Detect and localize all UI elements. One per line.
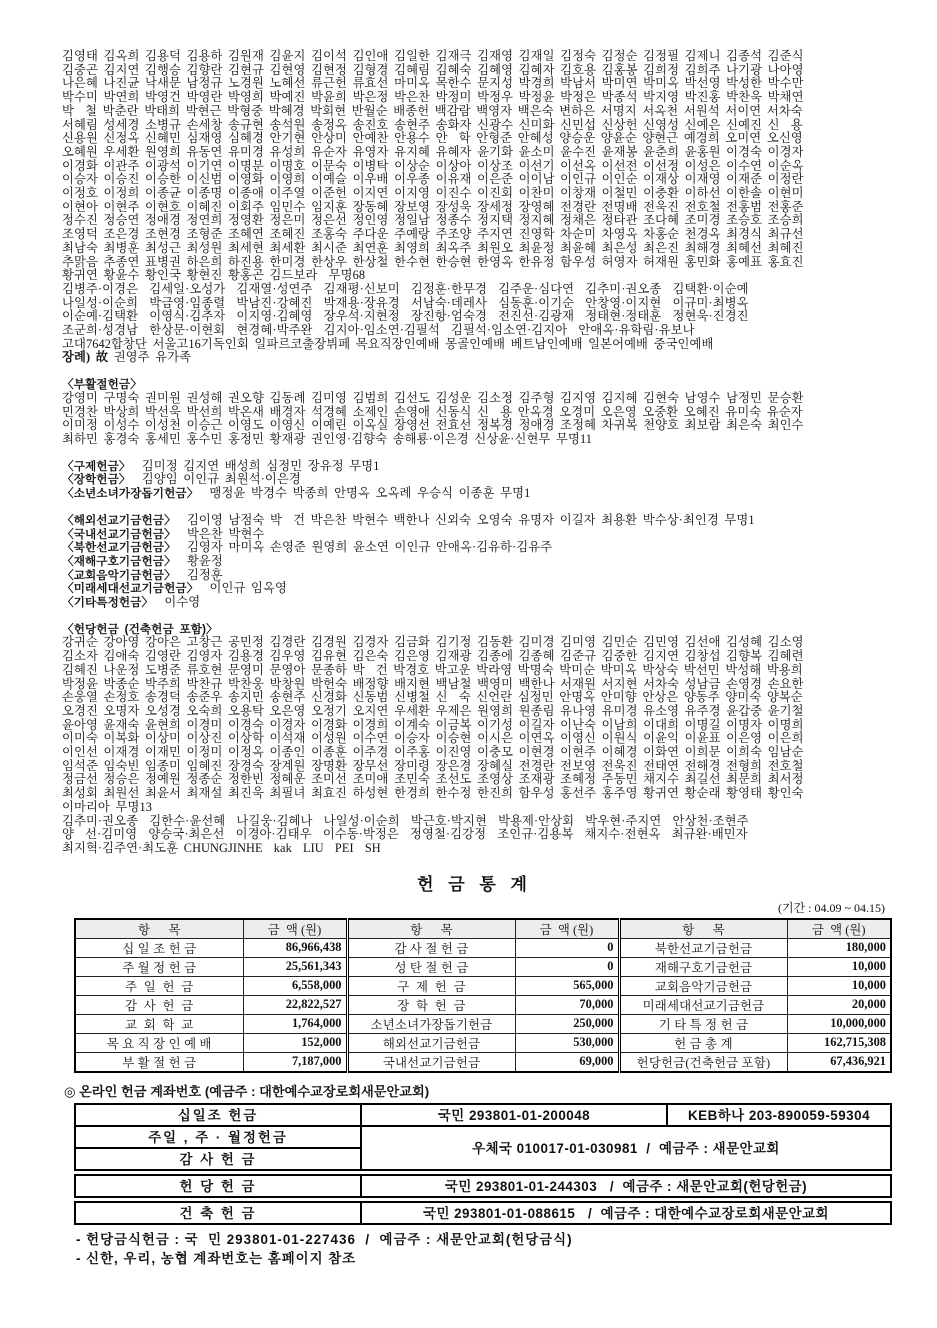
section-title: 〈장학헌금〉 <box>62 473 131 487</box>
stats-item-cell: 헌당헌금(건축헌금 포함) <box>619 1052 787 1072</box>
name-line: 이인선 이재경 이재민 이정미 이정옥 이종인 이종훈 이주경 이주홍 이진영 이충모 이현경 이현주 이혜경 이화연 이희문 이희숙 임남순 <box>62 745 804 760</box>
name-line: 김혜진 나운정 도병준 류호현 문영미 문영아 문종하 박 건 박경호 박고운 박라영 박명숙 박미순 박미옥 박상숙 박선민 박성해 박용희 <box>62 662 803 677</box>
account-label: 십일조 헌금 <box>75 1104 361 1126</box>
name-line: 추맑음 추종연 표병권 하은희 하진용 한미경 한상우 한상철 한수현 한승현 한영옥 한유정 함우성 허영자 허재원 홍민화 홍예표 홍효진 <box>62 254 804 269</box>
section-title: 〈미래세대선교기금헌금〉 <box>62 582 199 596</box>
section-title: 〈소년소녀가장돕기헌금〉 <box>62 487 199 501</box>
stats-item-cell: 해외선교기금헌금 <box>347 1033 515 1052</box>
name-line: 최지혁·김주연·최도훈 CHUNGJINHE kak LIU PEI SH <box>62 840 381 855</box>
name-line: 김영태 김옥희 김용덕 김용하 김원재 김윤지 김이석 김인애 김일한 김재극 김재영 김재일 김정숙 김정순 김정필 김제니 김종석 김준식 <box>62 49 804 63</box>
account-number: 국민 293801-01-244303 / 예금주 : 새문안교회(헌당헌금) <box>361 1175 891 1197</box>
name-line: 강영미 구명숙 권미원 권성해 권오향 김동례 김미영 김범희 김선도 김성운 김소정 김주형 김지영 김지혜 김현숙 남영수 남정민 문승환 <box>62 390 804 405</box>
section-title: 〈국내선교기금헌금〉 <box>62 527 176 541</box>
account-number: KEB하나 203-890059-59304 <box>667 1104 891 1126</box>
name-line: 김중곤 김지연 김행승 김향란 김현규 김현영 김현정 김형경 김혜림 김혜숙 김혜영 김혜자 김호용 김홍봉 김희정 김희주 나기광 나아영 <box>62 62 804 77</box>
section-title: 〈기타특정헌금〉 <box>62 596 154 610</box>
stats-row <box>75 957 891 976</box>
special-offering-sections-b <box>62 514 887 610</box>
section-title: 〈구제헌금〉 <box>62 459 131 473</box>
spacer <box>62 610 887 623</box>
name-line: 서혜림 성세경 소병규 손세창 송규현 송석원 송정옥 송진호 송현주 송화자 신광수 신미화 신민섭 신상헌 신영성 신예은 신예진 신 용 <box>62 117 803 132</box>
section-names: 김미정 김지연 배성희 심정민 장유정 무명1 <box>141 458 380 473</box>
section-names: 이인규 임옥영 <box>209 581 287 596</box>
account-label: 헌 당 헌 금 <box>75 1175 361 1197</box>
online-account-heading: ◎ 온라인 헌금 계좌번호 (예금주 : 대한예수교장로회새문안교회) <box>64 1083 430 1099</box>
stats-amount-cell: 25,561,343 <box>243 957 347 976</box>
dedication-section-title: 〈헌당헌금 (건축헌금 포함)〉 <box>62 622 218 636</box>
name-line: 양 선·김미영 양승국·최은선 이경아·김태우 이수동·박정은 정영철·김강정 조인규·김용복 채지수·전현옥 최규완·배민자 <box>62 827 748 842</box>
name-line: 조영덕 조은경 조현경 조형준 조혜연 조혜진 조홍숙 주다운 주예랑 주조양 주지연 진영학 차순미 차영옥 차홍순 천경옥 최경식 최규선 <box>62 227 804 242</box>
stats-header-item: 항 목 <box>75 919 243 939</box>
account-row-dedication <box>75 1175 891 1197</box>
name-line: 김병주·이경은 김세일·오성가 김재열·성연주 김재평·신보미 김정훈·한무경 김주운·심다연 김추미·권오종 김택환·이순예 <box>62 281 749 296</box>
stats-header-amount: 금 액 (원) <box>243 919 347 939</box>
other-special-line <box>62 596 887 610</box>
name-line: 이마리아 무명13 <box>62 799 152 814</box>
stats-item-cell: 헌 금 총 계 <box>619 1033 787 1052</box>
name-line: 정수진 정승연 정애경 정연희 정영환 정은미 정은선 정인영 정일남 정종수 정지택 정지혜 정채은 정타관 조다혜 조미경 조승호 조승희 <box>62 213 804 228</box>
funeral-names: 권영주 유가족 <box>108 350 192 365</box>
name-line: 이승자 이승진 이승한 이신범 이영화 이영희 이예슬 이우배 이우종 이유재 이은준 이이남 이인규 이인순 이재상 이재영 이재준 이정란 <box>62 172 804 187</box>
name-line: 신용원 신정옥 신혜민 심재영 심혜경 안기현 안상미 안예찬 안용수 안 학 안형준 안혜성 양승운 양윤순 양현근 예경희 오미연 오신영 <box>62 131 803 146</box>
stats-table-title: 헌 금 통 계 <box>417 874 532 894</box>
easter-offering-section <box>62 378 887 447</box>
stats-item-cell: 교회음악기금헌금 <box>619 976 787 995</box>
account-number: 국민 293801-01-088615 / 예금주 : 대한예수교장로회새문안교회 <box>361 1202 891 1224</box>
stats-header-item: 항 목 <box>619 919 787 939</box>
section-title: 〈재해구호기금헌금〉 <box>62 554 176 568</box>
overseas-mission-line <box>62 514 887 528</box>
stats-amount-cell: 180,000 <box>787 938 891 957</box>
section-title: 〈해외선교기금헌금〉 <box>62 513 176 527</box>
name-line: 민경찬 박상희 박선욱 박선희 박온새 배경자 석경혜 소제인 손영애 신동식 신 용 안옥경 오경미 오은영 오중환 오혜진 유미숙 유순자 <box>62 404 803 419</box>
name-line: 이정호 이정희 이종균 이종명 이종애 이주열 이준헌 이지연 이지영 이진수 이진회 이찬미 이창재 이철민 이충환 이하선 이한솔 이현미 <box>62 186 804 201</box>
stats-item-cell: 부 활 절 헌 금 <box>75 1052 243 1072</box>
stats-item-cell: 감 사 절 헌 금 <box>347 938 515 957</box>
stats-row <box>75 976 891 995</box>
name-line: 이미정 이성수 이성천 이승근 이영도 이영신 이예린 이옥실 장영선 전효선 정복경 정애경 조정혜 차귀복 천양호 최보람 최은숙 최인수 <box>62 418 804 433</box>
name-line: 이경화 이관주 이광석 이기연 이명분 이명호 이문숙 이병탁 이상순 이상아 이상조 이선기 이선옥 이선전 이선정 이성은 이수연 이순옥 <box>62 158 804 173</box>
name-line: 최성회 최원선 최윤서 최재설 최진욱 최필녀 최효진 하성현 한경희 한수정 한진희 함우성 홍선주 홍주영 황귀연 황순래 황영태 황인숙 <box>62 786 804 801</box>
account-row-weekly <box>75 1126 891 1148</box>
name-line: 정금선 정승은 정예원 정종순 정한빈 정혜운 조미선 조미애 조민숙 조선도 조영상 조재광 조혜정 주동민 채지수 최길선 최문희 최서정 <box>62 772 804 787</box>
stats-item-cell: 기 타 특 정 헌 금 <box>619 1014 787 1033</box>
name-line: 오경진 오명자 오성경 오숙희 오용탁 오은영 오정기 오지연 우세환 우제은 원영희 원종림 유나영 유미경 유소영 유주경 윤갑중 윤기철 <box>62 703 804 718</box>
account-number: 우체국 010017-01-030981 / 예금주 : 새문안교회 <box>361 1126 891 1170</box>
stats-amount-cell: 162,715,308 <box>787 1033 891 1052</box>
name-line: 이미숙 이복화 이상미 이상진 이상학 이석재 이성원 이수연 이승자 이승현 이시은 이연옥 이영신 이원식 이윤익 이윤표 이은영 이은희 <box>62 731 804 746</box>
name-line: 고대7642합창단 서울고16기독인회 일파르코출장뷔페 목요직장인예배 몽골인예배 베트남인예배 일본어예배 중국인예배 <box>62 336 714 351</box>
stats-header-item: 항 목 <box>347 919 515 939</box>
account-label: 감 사 헌 금 <box>75 1148 361 1170</box>
stats-amount-cell: 10,000 <box>787 957 891 976</box>
stats-amount-cell: 10,000,000 <box>787 1014 891 1033</box>
stats-row <box>75 1014 891 1033</box>
account-label: 주일 , 주 · 월정헌금 <box>75 1126 361 1148</box>
section-names: 황윤정 <box>186 553 223 568</box>
name-line: 최하민 홍경숙 홍세민 홍수민 홍정민 황재광 권인영·김향숙 송해룡·이은경 신상윤·신현무 무명11 <box>62 431 592 446</box>
stats-amount-cell: 565,000 <box>515 976 619 995</box>
account-table-dedication <box>74 1174 892 1198</box>
general-offering-list <box>62 50 887 365</box>
offering-stats-table <box>74 918 892 1073</box>
stats-amount-cell: 1,764,000 <box>243 1014 347 1033</box>
stats-item-cell: 주 월 정 헌 금 <box>75 957 243 976</box>
account-label: 건 축 헌 금 <box>75 1202 361 1224</box>
dedication-name-lines <box>62 636 887 855</box>
spacer <box>62 365 887 378</box>
section-names: 김정훈 <box>186 567 223 582</box>
stats-amount-cell: 6,558,000 <box>243 976 347 995</box>
section-names: 김이영 남점숙 박 건 박은찬 박현수 백한나 신외숙 오영숙 유명자 이길자 최용환 박수상·최인경 무명1 <box>186 512 755 527</box>
section-title: 〈교회음악기금헌금〉 <box>62 568 176 582</box>
name-line: 윤아영 윤재숙 윤현희 이경미 이경숙 이경자 이경화 이경희 이계숙 이금복 이기성 이길자 이난숙 이남희 이대희 이명길 이명자 이명희 <box>62 717 804 732</box>
name-line: 이현아 이현주 이현호 이혜진 이회주 임민수 임지훈 장동혜 장보영 장성욱 장세정 장영혜 전경란 전명배 전욱진 전호철 전홍범 전홍준 <box>62 199 804 214</box>
section-names: 이수영 <box>164 595 201 610</box>
nk-mission-line <box>62 541 887 555</box>
stats-header-amount: 금 액 (원) <box>787 919 891 939</box>
stats-item-cell: 성 탄 절 헌 금 <box>347 957 515 976</box>
next-gen-mission-line <box>62 582 887 596</box>
section-title: 〈북한선교기금헌금〉 <box>62 541 176 555</box>
stats-item-cell: 구 제 헌 금 <box>347 976 515 995</box>
disaster-relief-line <box>62 555 887 569</box>
orphan-support-offering-line <box>62 487 887 501</box>
section-names: 맹정윤 박경수 박종희 안명옥 오옥례 우승식 이종훈 무명1 <box>209 486 531 501</box>
name-line: 김소자 김애숙 김영란 김영자 김용경 김우영 김유현 김은숙 김은영 김재광 김종에 김종혜 김준규 김중한 김지연 김창섭 김향복 김혜련 <box>62 649 804 664</box>
name-line: 박수미 박연희 박영건 박영란 박영희 박예진 박윤희 박은정 박은찬 박정미 박정우 박정윤 박정은 박종석 박지영 박진홍 박찬욱 박채연 <box>62 90 804 105</box>
stats-amount-cell: 10,000 <box>787 976 891 995</box>
name-line: 나은혜 나진균 낙새문 남정규 노경원 노혜선 류근헌 류효선 마미옥 목한수 문지성 박경희 박남서 박미연 박미옥 박선영 박성한 박수만 <box>62 76 804 91</box>
funeral-label: 장례) 故 <box>62 350 109 365</box>
name-line: 임석준 임숙빈 임종미 임혜진 장경숙 장계원 장명환 장무선 장미령 장은경 장혜실 전경란 전보영 전욱진 전태연 전해경 전형희 전호철 <box>62 758 804 773</box>
section-names: 김양임 이인규 최원석·이은경 <box>141 472 301 487</box>
stats-amount-cell: 0 <box>515 957 619 976</box>
funeral-line <box>62 351 887 365</box>
stats-item-cell: 감 사 헌 금 <box>75 995 243 1014</box>
account-row-tithe <box>75 1104 891 1126</box>
stats-amount-cell: 0 <box>515 938 619 957</box>
stats-item-cell: 교 회 학 교 <box>75 1014 243 1033</box>
name-line: 손웅열 손정호 송경덕 송준우 송지민 송현주 신경화 신동범 신병철 신 숙 신언란 심정민 안명옥 안미향 안상은 양동주 양미숙 양복순 <box>62 690 803 705</box>
stats-item-cell: 목 요 직 장 인 예 배 <box>75 1033 243 1052</box>
stats-row <box>75 938 891 957</box>
stats-row <box>75 1052 891 1072</box>
stats-item-cell: 주 일 헌 금 <box>75 976 243 995</box>
stats-row <box>75 995 891 1014</box>
account-table-building <box>74 1201 892 1225</box>
name-line: 박정윤 박종순 박주희 박찬규 박찬웅 박창원 박헌숙 배정향 배지현 백남철 백영미 백한나 서재원 서지현 서차숙 성남금 손영경 손요한 <box>62 676 804 691</box>
easter-section-title: 〈부활절헌금〉 <box>62 378 142 392</box>
stats-amount-cell: 67,436,921 <box>787 1052 891 1072</box>
name-line: 황귀연 황윤수 황인국 황현진 황홍곤 김드보라 무명68 <box>62 268 366 283</box>
name-line: 나일성·이순희 박금영·임종렬 박남진·강혜진 박재용·장유경 서남숙·데레사 심동훈·이기순 안창영·이지현 이규미·최병옥 <box>62 295 749 310</box>
stats-header-row <box>75 919 891 939</box>
stats-item-cell: 장 학 헌 금 <box>347 995 515 1014</box>
stats-amount-cell: 250,000 <box>515 1014 619 1033</box>
name-line: 김추미·권오종 김한수·윤선혜 나길웅·김혜나 나일성·이순희 박근호·박지현 박용제·안상회 박우현·주지연 안상천·조현주 <box>62 813 749 828</box>
stats-period: (기간 : 04.09 ~ 04.15) <box>777 900 885 915</box>
note-line: - 신한, 우리, 농협 계좌번호는 홈페이지 참조 <box>76 1250 357 1266</box>
stats-item-cell: 소년소녀가장돕기헌금 <box>347 1014 515 1033</box>
stats-amount-cell: 152,000 <box>243 1033 347 1052</box>
name-line: 박 철 박춘란 박태희 박현근 박형중 박혜경 박회현 반월순 배종헌 백감람 백영자 백은숙 변하은 서명지 서옥천 서원석 서이연 서차숙 <box>62 103 803 118</box>
stats-item-cell: 북한선교기금헌금 <box>619 938 787 957</box>
stats-header-amount: 금 액 (원) <box>515 919 619 939</box>
church-music-line <box>62 569 887 583</box>
easter-name-lines <box>62 392 887 447</box>
account-number: 국민 293801-01-200048 <box>361 1104 667 1126</box>
stats-amount-cell: 530,000 <box>515 1033 619 1052</box>
stats-amount-cell: 22,822,527 <box>243 995 347 1014</box>
stats-item-cell: 십 일 조 헌 금 <box>75 938 243 957</box>
stats-amount-cell: 7,187,000 <box>243 1052 347 1072</box>
stats-amount-cell: 86,966,438 <box>243 938 347 957</box>
name-line: 최남숙 최병훈 최성근 최성원 최세현 최세환 최시준 최연훈 최영희 최옥주 최원오 최윤정 최윤혜 최은성 최은진 최해경 최혜선 최혜진 <box>62 240 804 255</box>
name-line: 이순예·김택환 이영식·김추자 이지영·김혜영 장우석·지현정 장진항·엄숙경 전진선·김광재 정태현·정태훈 정현욱·진경진 <box>62 309 749 324</box>
account-notes <box>76 1230 887 1268</box>
dedication-offering-section <box>62 623 887 856</box>
note-line: - 헌당금식헌금 : 국 민 293801-01-227436 / 예금주 : 새문안교회(헌당금식) <box>76 1231 573 1247</box>
stats-amount-cell: 20,000 <box>787 995 891 1014</box>
name-line: 강귀순 강아영 강아은 고창근 공민정 김경란 김경원 김경자 김금화 김기정 김동환 김미경 김미영 김민순 김민영 김선애 김성혜 김소영 <box>62 635 804 650</box>
stats-item-cell: 국내선교기금헌금 <box>347 1052 515 1072</box>
section-names: 김영자 마미옥 손영준 원영희 윤소연 이인규 안애옥·김유하·김유주 <box>186 540 553 555</box>
stats-row <box>75 1033 891 1052</box>
name-line: 오혜원 우세환 원영희 유동연 유미경 유성희 유순자 유영자 유지혜 유혜자 윤기화 윤소미 윤수진 윤재봉 윤춘희 윤홍원 이경숙 이경자 <box>62 144 804 159</box>
stats-amount-cell: 70,000 <box>515 995 619 1014</box>
name-line: 조군희·성경남 한상문·이현회 현경혜·박주완 김지아·임소연·김필석 김필석·임소연·김지아 안애옥·유학림·유보나 <box>62 323 695 338</box>
section-names: 박은찬 박현수 <box>186 526 265 541</box>
stats-amount-cell: 69,000 <box>515 1052 619 1072</box>
special-offering-sections-a <box>62 460 887 501</box>
account-row-building <box>75 1202 891 1224</box>
general-name-lines <box>62 50 887 351</box>
stats-item-cell: 재해구호기금헌금 <box>619 957 787 976</box>
account-table-main <box>74 1103 892 1171</box>
stats-item-cell: 미래세대선교기금헌금 <box>619 995 787 1014</box>
